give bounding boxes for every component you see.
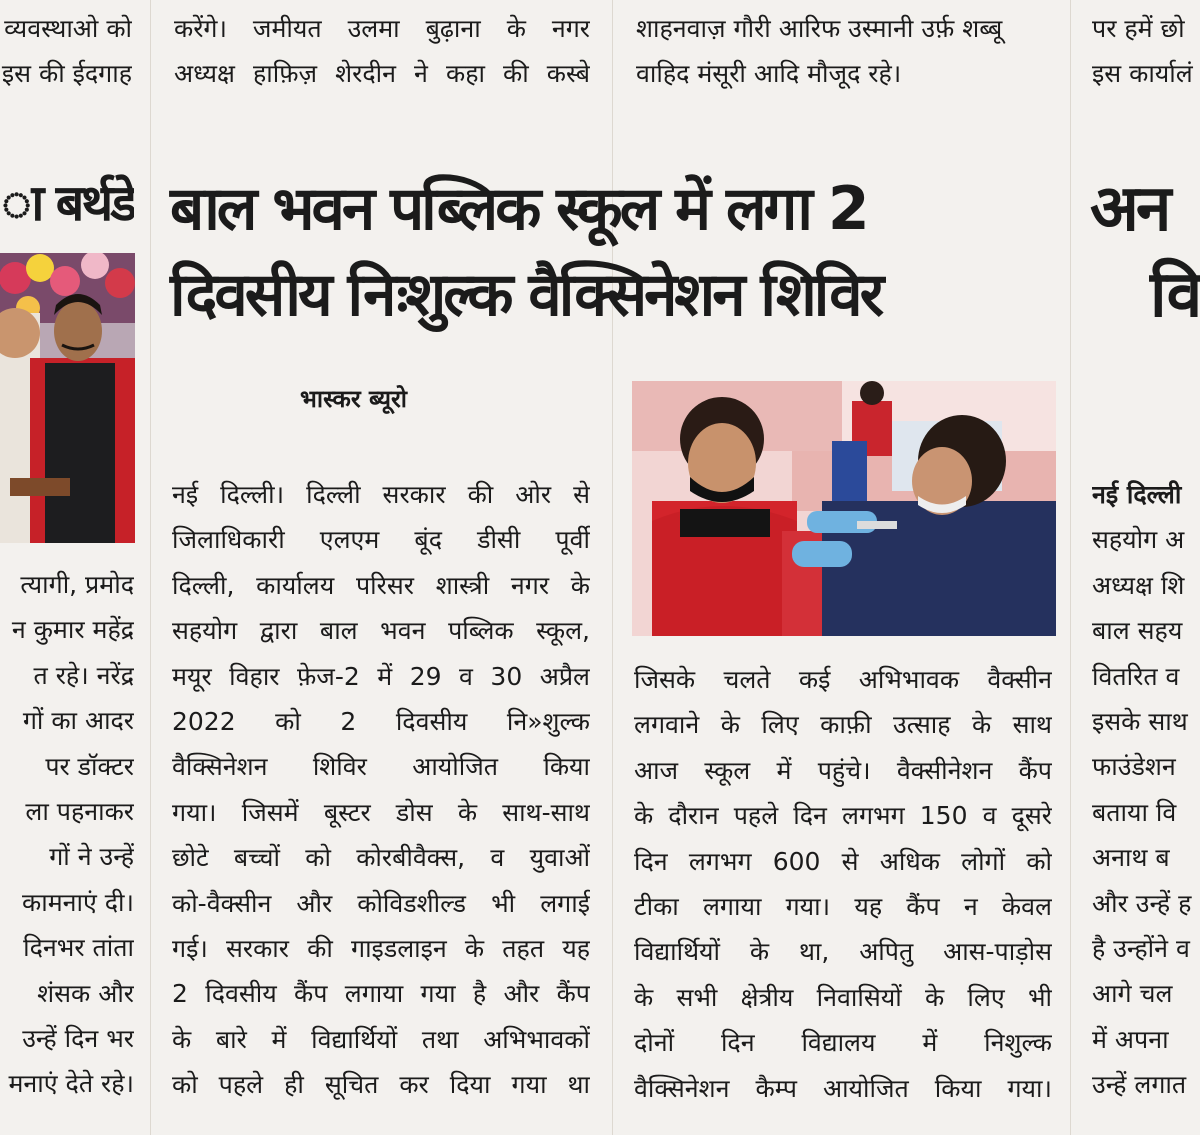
main-story-column-2: जिसके चलते कई अभिभावक वैक्सीन लगवाने के लिए काफ़ी उत्साह के साथ आज स्कूल में पहुंचे। वैक्सीनेशन कैंप के दौरान पहले दिन लगभग 150 व दूसरे दिन लगभग 600 से अधिक लोगों को टीका लगाया गया। यह कैंप न केवल विद्यार्थियों के था, अपितु आस-पाड़ोस के सभी क्षेत्रीय निवासियों के लिए भी दोनों दिन विद्यालय में निशुल्क वैक्सिनेशन कैम्प आयोजित किया गया।: [634, 665, 1052, 1103]
main-headline-line-2: दिवसीय निःशुल्क वैक्सिनेशन शिविर: [170, 260, 882, 330]
column-rule: [150, 0, 151, 1135]
vaccination-photo: [632, 381, 1056, 636]
left-story-headline: ा बर्थडे: [1, 174, 134, 232]
top-strip-left: व्यवस्थाओ को इस की ईदगाह: [1, 14, 132, 89]
right-headline-line-1: अन: [1090, 172, 1169, 246]
right-headline-line-2: वि: [1150, 258, 1200, 332]
right-story-body: नई दिल्ली सहयोग अ अध्यक्ष शि बाल सहय वितरित व इसके साथ फाउंडेशन बताया वि अनाथ ब और उन्हें ह है उन्होंने व आगे चल में अपना उन्हें लगात: [1092, 480, 1192, 1100]
column-rule: [1070, 0, 1071, 1135]
left-story-body: त्यागी, प्रमोद न कुमार महेंद्र त रहे। नरेंद्र गों का आदर पर डॉक्टर ला पहनाकर गों ने उन्हें कामनाएं दी। दिनभर तांता शंसक और उन्हें दिन भर मनाएं देते रहे।: [8, 570, 134, 1099]
top-strip-far-right: पर हमें छो इस कार्यालं: [1092, 14, 1193, 89]
main-headline-line-1: बाल भवन पब्लिक स्कूल में लगा 2: [170, 174, 867, 244]
top-strip-right: शाहनवाज़ गौरी आरिफ उस्मानी उर्फ़ शब्बू वाहिद मंसूरी आदि मौजूद रहे।: [636, 14, 1003, 89]
birthday-photo: [0, 253, 135, 543]
main-story-column-1: नई दिल्ली। दिल्ली सरकार की ओर से जिलाधिकारी एलएम बूंद डीसी पूर्वी दिल्ली, कार्यालय परिसर शास्त्री नगर के सहयोग द्वारा बाल भवन पब्लिक स्कूल, मयूर विहार फ़ेज-2 में 29 व 30 अप्रैल 2022 को 2 दिवसीय नि»शुल्क वैक्सिनेशन शिविर आयोजित किया गया। जिसमें बूस्टर डोस के साथ-साथ छोटे बच्चों को कोरबीवैक्स, व युवाओं को-वैक्सीन और कोविडशील्ड भी लगाई गई। सरकार की गाइडलाइन के तहत यह 2 दिवसीय कैंप लगाया गया है और कैंप के बारे में विद्यार्थियों तथा अभिभावकों को पहले ही सूचित कर दिया गया था: [172, 480, 590, 1100]
byline: भास्कर ब्यूरो: [300, 385, 408, 413]
top-strip-center: करेंगे। जमीयत उलमा बुढ़ाना के नगर अध्यक्ष हाफ़िज़ शेरदीन ने कहा की कस्बे: [174, 14, 590, 89]
